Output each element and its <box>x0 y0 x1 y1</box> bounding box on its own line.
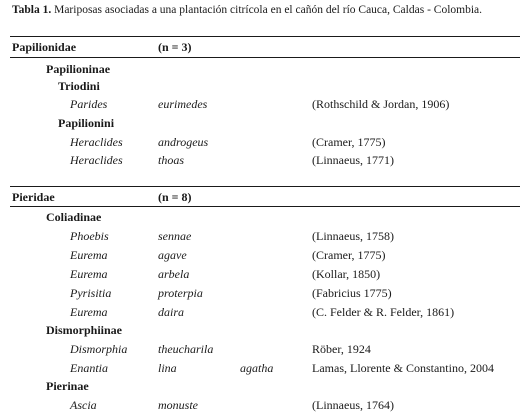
species-cell: theucharila <box>158 342 214 356</box>
species-cell: arbela <box>158 267 190 281</box>
species-cell: daira <box>158 305 185 319</box>
family-name: Pieridae <box>12 190 55 204</box>
subfamily-name: Papilioninae <box>46 62 111 76</box>
caption-text: Mariposas asociadas a una plantación citrícola en el cañón del río Cauca, Caldas - Colombia. <box>51 4 483 16</box>
author-cell: (Linnaeus, 1764) <box>312 398 394 412</box>
genus-cell: Pyrisitia <box>70 286 112 300</box>
species-cell: monuste <box>158 398 198 412</box>
subspecies-cell: agatha <box>240 361 274 375</box>
table-caption <box>12 4 482 16</box>
genus-cell: Dismorphia <box>70 342 128 356</box>
species-cell: sennae <box>158 229 192 243</box>
family-count: (n = 8) <box>158 190 192 204</box>
author-cell: (Rothschild & Jordan, 1906) <box>312 97 450 111</box>
author-cell: (Linnaeus, 1758) <box>312 229 394 243</box>
author-cell: (Linnaeus, 1771) <box>312 153 394 167</box>
species-cell: eurimedes <box>158 97 208 111</box>
subfamily-name: Pierinae <box>46 379 89 393</box>
author-cell: (C. Felder & R. Felder, 1861) <box>312 305 455 319</box>
species-cell: proterpia <box>158 286 203 300</box>
tribe-name: Papilionini <box>58 116 115 130</box>
family-name: Papilionidae <box>12 40 77 54</box>
genus-cell: Heraclides <box>70 153 123 167</box>
author-cell: (Cramer, 1775) <box>312 248 386 262</box>
author-cell: (Kollar, 1850) <box>312 267 381 281</box>
species-cell: lina <box>158 361 177 375</box>
species-cell: androgeus <box>158 135 209 149</box>
rule-under-pieridae <box>10 206 520 207</box>
tribe-name: Triodini <box>58 79 100 93</box>
rule-top-pieridae <box>10 186 520 187</box>
genus-cell: Eurema <box>70 248 108 262</box>
rule-under-papilionidae <box>10 57 520 58</box>
genus-cell: Parides <box>70 97 108 111</box>
author-cell: Lamas, Llorente & Constantino, 2004 <box>312 361 494 375</box>
author-cell: (Cramer, 1775) <box>312 135 386 149</box>
species-cell: agave <box>158 248 187 262</box>
species-cell: thoas <box>158 153 185 167</box>
rule-top-papilionidae <box>10 36 520 37</box>
genus-cell: Phoebis <box>70 229 109 243</box>
genus-cell: Eurema <box>70 267 108 281</box>
genus-cell: Enantia <box>70 361 108 375</box>
family-count: (n = 3) <box>158 40 192 54</box>
caption-label: Tabla 1. <box>12 4 52 16</box>
genus-cell: Ascia <box>70 398 97 412</box>
genus-cell: Eurema <box>70 305 108 319</box>
subfamily-name: Coliadinae <box>46 210 102 224</box>
author-cell: (Fabricius 1775) <box>312 286 392 300</box>
author-cell: Röber, 1924 <box>312 342 371 356</box>
subfamily-name: Dismorphiinae <box>46 323 123 337</box>
genus-cell: Heraclides <box>70 135 123 149</box>
